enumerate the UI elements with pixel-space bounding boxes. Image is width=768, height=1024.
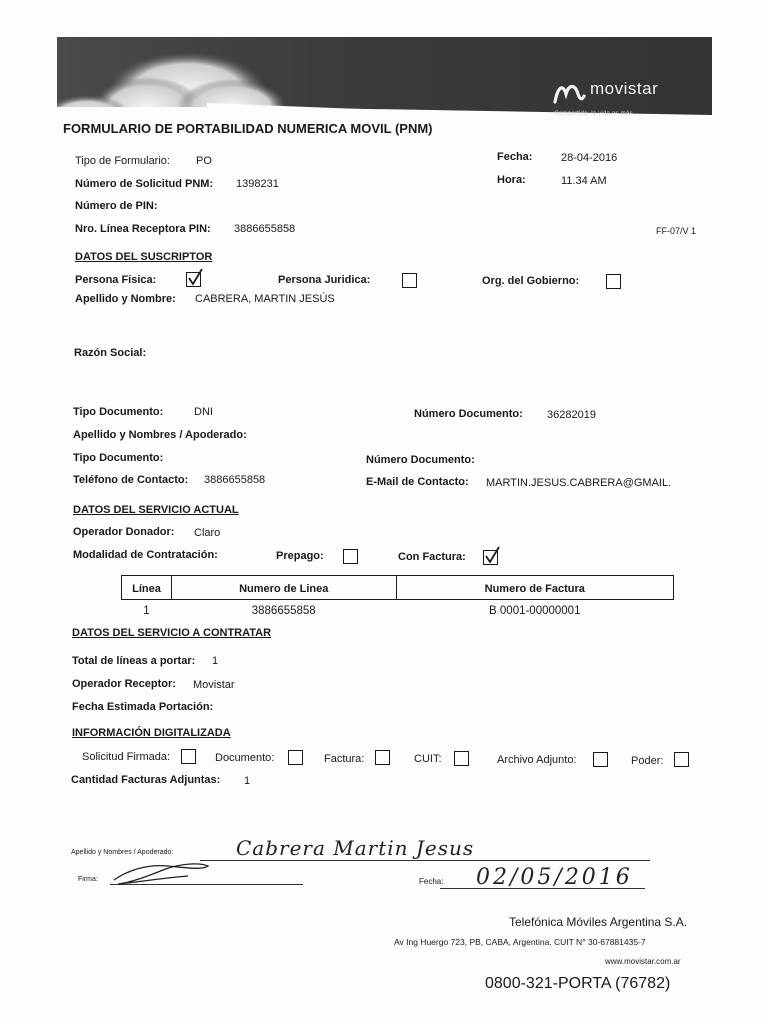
table-cell-numero-factura: B 0001-00000001 bbox=[489, 604, 581, 617]
org-gobierno-checkbox[interactable] bbox=[606, 274, 621, 289]
total-lineas-label: Total de líneas a portar: bbox=[72, 655, 196, 667]
factura-checkbox[interactable] bbox=[375, 750, 390, 765]
movistar-logo-icon bbox=[552, 80, 586, 104]
documento-label: Documento: bbox=[215, 752, 275, 764]
firma-fecha-label: Fecha: bbox=[419, 877, 444, 886]
email-label: E-Mail de Contacto: bbox=[366, 476, 469, 488]
persona-fisica-label: Persona Física: bbox=[75, 274, 157, 286]
poder-label: Poder: bbox=[631, 755, 664, 767]
footer-phone: 0800-321-PORTA (76782) bbox=[485, 975, 671, 992]
apoderado-label: Apellido y Nombres / Apoderado: bbox=[73, 429, 247, 441]
hora-label: Hora: bbox=[497, 174, 526, 186]
archivo-adjunto-checkbox[interactable] bbox=[593, 752, 608, 767]
email-value: MARTIN.JESUS.CABRERA@GMAIL. bbox=[486, 477, 672, 489]
brand-tagline: Compartida, la vida es más bbox=[554, 110, 633, 117]
section-servicio-contratar: DATOS DEL SERVICIO A CONTRATAR bbox=[72, 627, 272, 639]
telefono-value: 3886655858 bbox=[204, 474, 266, 486]
numero-documento-label: Número Documento: bbox=[414, 408, 523, 420]
poder-checkbox[interactable] bbox=[674, 752, 689, 767]
numero-solicitud-label: Número de Solicitud PNM: bbox=[75, 178, 214, 190]
persona-fisica-checkbox[interactable] bbox=[186, 272, 201, 287]
razon-social-label: Razón Social: bbox=[74, 347, 147, 359]
brand-name: movistar bbox=[590, 79, 659, 98]
check-mark-icon bbox=[483, 546, 501, 566]
org-gobierno-label: Org. del Gobierno: bbox=[482, 275, 580, 287]
total-lineas-value: 1 bbox=[212, 655, 219, 667]
table-header-numero-factura: Numero de Factura bbox=[396, 576, 673, 600]
archivo-adjunto-label: Archivo Adjunto: bbox=[497, 754, 577, 766]
footer-company: Telefónica Móviles Argentina S.A. bbox=[509, 915, 688, 929]
form-code: FF-07/V 1 bbox=[656, 226, 697, 236]
operador-receptor-label: Operador Receptor: bbox=[72, 678, 176, 690]
table-cell-numero-linea: 3886655858 bbox=[251, 604, 316, 617]
prepago-checkbox[interactable] bbox=[343, 549, 358, 564]
linea-receptora-value: 3886655858 bbox=[234, 223, 296, 235]
tipo-formulario-value: PO bbox=[196, 155, 212, 167]
page-title: FORMULARIO DE PORTABILIDAD NUMERICA MOVIL (PNM) bbox=[63, 121, 433, 136]
operador-receptor-value: Movistar bbox=[193, 679, 235, 691]
factura-label: Factura: bbox=[324, 753, 365, 765]
table-header-linea: Línea bbox=[122, 576, 172, 600]
section-datos-suscriptor: DATOS DEL SUSCRIPTOR bbox=[75, 251, 213, 263]
table-row bbox=[122, 600, 674, 622]
numero-solicitud-value: 1398231 bbox=[236, 178, 279, 190]
con-factura-label: Con Factura: bbox=[398, 551, 466, 563]
table-header-row bbox=[122, 576, 674, 600]
persona-juridica-checkbox[interactable] bbox=[402, 273, 417, 288]
table-header-numero-linea: Numero de Linea bbox=[171, 576, 396, 600]
linea-receptora-label: Nro. Línea Receptora PIN: bbox=[75, 223, 211, 235]
table-cell-linea: 1 bbox=[143, 604, 150, 617]
header-banner bbox=[57, 37, 712, 129]
cuit-checkbox[interactable] bbox=[454, 751, 469, 766]
tipo-documento-label: Tipo Documento: bbox=[73, 406, 164, 418]
apellido-nombre-label: Apellido y Nombre: bbox=[75, 293, 176, 305]
handwritten-signature-icon bbox=[108, 858, 218, 888]
firma-apoderado-label: Apellido y Nombres / Apoderado: bbox=[71, 849, 174, 856]
fecha-label: Fecha: bbox=[497, 151, 533, 163]
apoderado-handwritten: Cabrera Martin Jesus bbox=[236, 836, 475, 860]
solicitud-firmada-checkbox[interactable] bbox=[181, 749, 196, 764]
telefono-label: Teléfono de Contacto: bbox=[73, 474, 189, 486]
prepago-label: Prepago: bbox=[276, 550, 324, 562]
lineas-table bbox=[121, 575, 674, 622]
tipo-documento-value: DNI bbox=[194, 406, 213, 418]
apoderado-signature-line bbox=[200, 860, 650, 861]
numero-documento-apoderado-label: Número Documento: bbox=[366, 454, 475, 466]
tipo-formulario-label: Tipo de Formulario: bbox=[75, 155, 170, 167]
cantidad-facturas-value: 1 bbox=[244, 775, 251, 787]
persona-juridica-label: Persona Juridica: bbox=[278, 274, 371, 286]
solicitud-firmada-label: Solicitud Firmada: bbox=[82, 751, 171, 763]
firma-label: Firma: bbox=[78, 876, 98, 883]
check-mark-icon bbox=[186, 268, 204, 288]
numero-pin-label: Número de PIN: bbox=[75, 200, 158, 212]
modalidad-label: Modalidad de Contratación: bbox=[73, 549, 218, 561]
con-factura-checkbox[interactable] bbox=[483, 550, 498, 565]
numero-documento-value: 36282019 bbox=[547, 409, 596, 421]
fecha-value: 28-04-2016 bbox=[561, 152, 618, 164]
section-info-digitalizada: INFORMACIÓN DIGITALIZADA bbox=[72, 727, 231, 739]
fecha-estimada-label: Fecha Estimada Portación: bbox=[72, 701, 214, 713]
footer-address: Av Ing Huergo 723, PB, CABA, Argentina. CUIT N° 30-67881435-7 bbox=[394, 937, 646, 947]
operador-donador-value: Claro bbox=[194, 527, 221, 539]
operador-donador-label: Operador Donador: bbox=[73, 526, 175, 538]
cuit-label: CUIT: bbox=[414, 753, 442, 765]
documento-checkbox[interactable] bbox=[288, 750, 303, 765]
hora-value: 11.34 AM bbox=[561, 175, 607, 187]
footer-website[interactable]: www.movistar.com.ar bbox=[605, 957, 681, 966]
section-servicio-actual: DATOS DEL SERVICIO ACTUAL bbox=[73, 504, 239, 516]
fecha-handwritten: 02/05/2016 bbox=[476, 865, 633, 890]
apellido-nombre-value: CABRERA, MARTIN JESÚS bbox=[195, 293, 335, 305]
cantidad-facturas-label: Cantidad Facturas Adjuntas: bbox=[71, 774, 221, 786]
tipo-documento-apoderado-label: Tipo Documento: bbox=[73, 452, 164, 464]
